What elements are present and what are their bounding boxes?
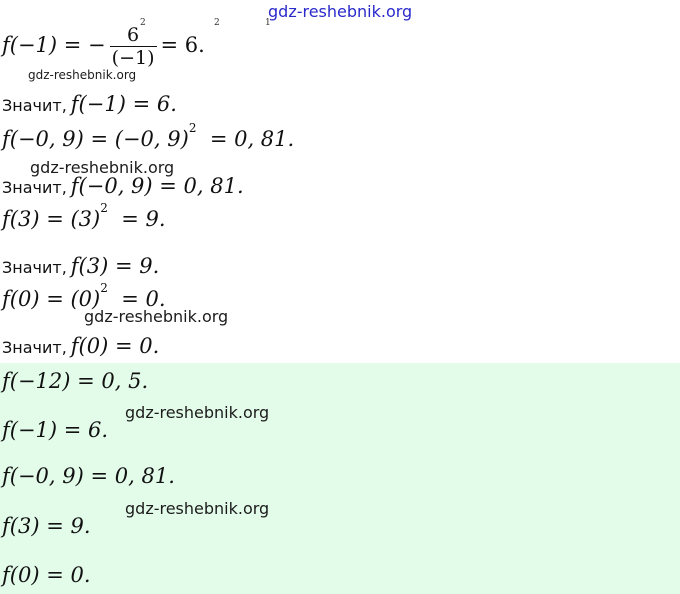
answer-f-3: f(3) = 9. — [2, 514, 91, 538]
watermark: gdz-reshebnik.org — [30, 158, 175, 177]
conclusion-prefix: Значит, — [2, 96, 67, 115]
equation-f-minus-0-9 — [2, 121, 295, 151]
watermark: gdz-reshebnik.org — [125, 403, 270, 422]
cropped-superscript-mark: 2 — [140, 18, 146, 28]
conclusion-f-minus-0-9 — [2, 174, 244, 198]
exponent: 2 — [188, 121, 197, 135]
conclusion-prefix: Значит, — [2, 338, 67, 357]
cropped-superscript-mark: 2 — [214, 18, 220, 28]
conclusion-text: f(−0, 9) = 0, 81. — [70, 174, 244, 198]
equation-rhs: = 6. — [160, 33, 205, 57]
equation-rhs: = 0, 81. — [209, 127, 295, 151]
watermark: gdz-reshebnik.org — [125, 499, 270, 518]
conclusion-f-minus-1 — [2, 92, 177, 116]
conclusion-text: f(3) = 9. — [70, 254, 160, 278]
watermark: gdz-reshebnik.org — [28, 68, 137, 82]
fraction-numerator: 6 — [110, 24, 157, 47]
answer-f-0: f(0) = 0. — [2, 563, 91, 587]
conclusion-text: f(−1) = 6. — [70, 92, 177, 116]
cropped-superscript-mark: 1 — [265, 18, 271, 28]
answer-f-minus-0-9: f(−0, 9) = 0, 81. — [2, 464, 175, 488]
conclusion-text: f(0) = 0. — [70, 334, 160, 358]
equation-rhs: = 9. — [121, 207, 166, 231]
equation-f-minus-1-fraction — [2, 24, 205, 69]
fraction — [110, 24, 157, 69]
exponent: 2 — [100, 281, 108, 295]
conclusion-prefix: Значит, — [2, 258, 67, 277]
equation-lhs: f(−1) = − — [2, 33, 106, 57]
conclusion-f-3 — [2, 254, 159, 278]
equation-rhs: = 0. — [121, 287, 166, 311]
answer-f-minus-1: f(−1) = 6. — [2, 418, 109, 442]
fraction-denominator: (−1) — [111, 47, 155, 69]
watermark-top: gdz-reshebnik.org — [268, 2, 413, 21]
equation-lhs: f(0) = (0) — [2, 287, 101, 311]
equation-f-3 — [2, 201, 166, 231]
equation-lhs: f(3) = (3) — [2, 207, 101, 231]
exponent: 2 — [100, 201, 108, 215]
answer-f-minus-12: f(−12) = 0, 5. — [2, 369, 149, 393]
conclusion-prefix: Значит, — [2, 178, 67, 197]
conclusion-f-0 — [2, 334, 159, 358]
equation-lhs: f(−0, 9) = (−0, 9) — [2, 127, 189, 151]
watermark: gdz-reshebnik.org — [84, 307, 229, 326]
